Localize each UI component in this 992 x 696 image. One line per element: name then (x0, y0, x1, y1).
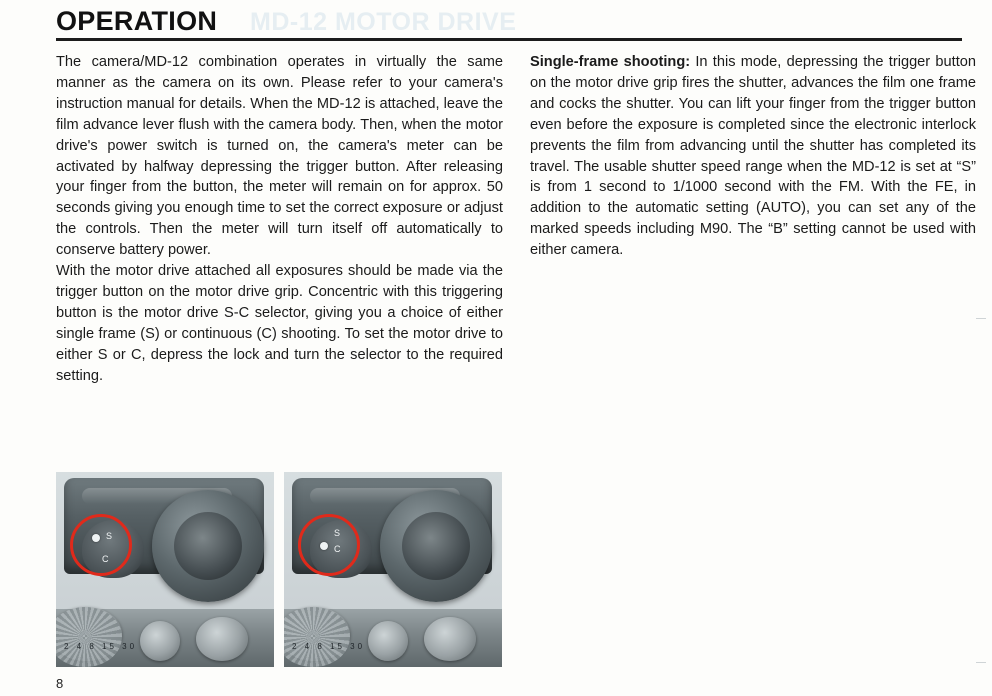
page-title: OPERATION (56, 6, 218, 36)
paragraph-trigger-selector: With the motor drive attached all exposures should be made via the trigger button on the motor drive grip. Concentric with this triggering button is the motor drive S-C selector, giving you a choice of either single frame (S) or continuous (C) shooting. To set the motor drive to either S or C, depress the lock and turn the selector to the required setting. (56, 263, 503, 384)
left-text-column (56, 52, 503, 387)
rewind-knob (424, 617, 476, 661)
figure-selector-set-to-c (284, 472, 502, 667)
paragraph-operation-intro: The camera/MD-12 combination operates in virtually the same manner as the camera on its own. Please refer to your camera's instruction manual for details. When the MD-12 is attached, leave the film advance lever flush with the camera body. Then, when the motor drive's power switch is turned on, the camera's meter can be activated by halfway depressing the trigger button. After releasing your finger from the button, the meter will remain on for approx. 50 seconds giving you enough time to set the correct exposure or adjust the controls. Then the meter will turn itself off automatically to conserve battery power. (56, 54, 503, 259)
paragraph-single-frame (530, 52, 976, 261)
page-edge-mark (976, 662, 986, 663)
single-frame-body: In this mode, depressing the trigger button on the motor drive grip fires the shutter, advances the film one frame and cocks the shutter. You can lift your finger from the trigger button even before the exposure is completed since the electronic interlock prevents the film from advancing until the shutter has completed its travel. The usable shutter speed range when the MD-12 is set at “S” is from 1 second to 1/1000 second with the FM. With the FE, in addition to the automatic setting (AUTO), you can set any of the marked speeds including M90. The “B” setting cannot be used with either camera. (530, 54, 976, 259)
eyepiece-inner (174, 512, 242, 580)
camera-top-plate (284, 609, 502, 667)
rewind-knob (196, 617, 248, 661)
page-edge-mark (976, 318, 986, 319)
right-text-column (530, 52, 976, 261)
eyepiece-barrel (152, 490, 264, 602)
selector-label-c: C (102, 554, 109, 564)
annotation-circle (70, 514, 132, 576)
dial-numerals: 2 4 8 15 30 (292, 642, 366, 651)
shutter-speed-dial (56, 607, 122, 661)
camera-top-plate (56, 609, 274, 667)
single-frame-lead-in: Single-frame shooting: (530, 54, 691, 70)
selector-label-c: C (334, 544, 341, 554)
film-advance-hub (368, 621, 408, 661)
eyepiece-inner (402, 512, 470, 580)
shutter-speed-dial (284, 607, 350, 661)
dial-knurling (284, 607, 350, 667)
eyepiece-barrel (380, 490, 492, 602)
dial-numerals: 2 4 8 15 30 (64, 642, 138, 651)
selector-label-s: S (106, 531, 113, 541)
selector-label-s: S (334, 528, 341, 538)
page-heading-block (56, 6, 956, 41)
dial-knurling (56, 607, 122, 667)
heading-divider (56, 38, 962, 41)
page-number: 8 (56, 676, 64, 691)
film-advance-hub (140, 621, 180, 661)
figure-selector-set-to-s (56, 472, 274, 667)
annotation-circle (298, 514, 360, 576)
ghost-heading-watermark: MD-12 MOTOR DRIVE (250, 8, 517, 36)
figure-group (56, 472, 503, 667)
